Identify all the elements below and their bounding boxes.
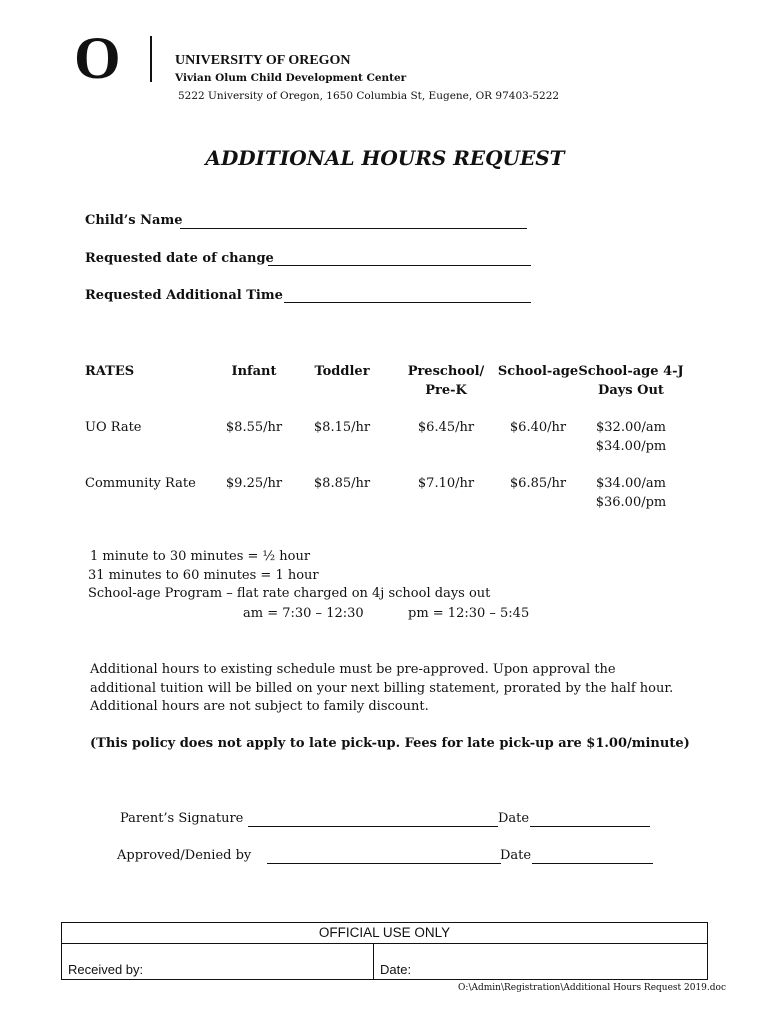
community-preschool-rate: $7.10/hr bbox=[417, 476, 475, 491]
requested-date-field[interactable] bbox=[268, 265, 531, 266]
infant-header: Infant bbox=[231, 364, 277, 379]
university-o-logo: O bbox=[74, 25, 120, 91]
university-name: UNIVERSITY OF OREGON bbox=[175, 53, 351, 68]
official-use-box bbox=[61, 922, 708, 980]
parent-date-field[interactable] bbox=[530, 826, 650, 827]
days-out-header: School-age 4-J Days Out bbox=[578, 364, 684, 398]
official-date-label: Date: bbox=[380, 962, 412, 977]
community-days-out-am-rate: $34.00/am bbox=[596, 476, 666, 491]
parent-signature-field[interactable] bbox=[248, 826, 498, 827]
uo-rate-label: UO Rate bbox=[85, 420, 142, 435]
rule-line-2: 31 minutes to 60 minutes = 1 hour bbox=[88, 568, 319, 583]
official-date-field[interactable] bbox=[380, 962, 411, 977]
rule-line-1: 1 minute to 30 minutes = ½ hour bbox=[90, 549, 311, 564]
approved-date-field[interactable] bbox=[532, 863, 653, 864]
official-use-title: OFFICIAL USE ONLY bbox=[62, 923, 707, 944]
received-by-label: Received by: bbox=[68, 962, 144, 977]
approved-by-label: Approved/Denied by bbox=[117, 848, 252, 863]
received-by-field[interactable] bbox=[68, 962, 143, 977]
uo-toddler-rate: $8.15/hr bbox=[313, 420, 371, 435]
document-path-footer: O:\Admin\Registration\Additional Hours Request 2019.doc bbox=[458, 983, 726, 993]
policy-line-2: additional tuition will be billed on your next billing statement, prorated by the half hour. bbox=[90, 681, 674, 696]
parent-date-label: Date bbox=[498, 811, 530, 826]
uo-days-out-am-rate: $32.00/am bbox=[596, 420, 666, 435]
approved-date-label: Date bbox=[500, 848, 532, 863]
community-toddler-rate: $8.85/hr bbox=[313, 476, 371, 491]
am-hours: am = 7:30 – 12:30 bbox=[243, 606, 364, 621]
official-use-divider bbox=[373, 943, 374, 980]
center-name: Vivian Olum Child Development Center bbox=[175, 72, 407, 84]
parent-signature-label: Parent’s Signature bbox=[120, 811, 244, 826]
late-pickup-note: (This policy does not apply to late pick-up. Fees for late pick-up are $1.00/minute) bbox=[90, 736, 690, 751]
pm-hours: pm = 12:30 – 5:45 bbox=[408, 606, 530, 621]
rates-header: RATES bbox=[85, 364, 135, 379]
uo-schoolage-rate: $6.40/hr bbox=[509, 420, 567, 435]
rule-line-3: School-age Program – flat rate charged on 4j school days out bbox=[88, 586, 491, 601]
community-rate-label: Community Rate bbox=[85, 476, 196, 491]
uo-days-out-pm-rate: $34.00/pm bbox=[595, 439, 667, 454]
schoolage-header: School-age bbox=[497, 364, 579, 379]
child-name-field[interactable] bbox=[180, 228, 527, 229]
toddler-header: Toddler bbox=[314, 364, 370, 379]
policy-line-1: Additional hours to existing schedule must be pre-approved. Upon approval the bbox=[90, 662, 616, 677]
center-address: 5222 University of Oregon, 1650 Columbia St, Eugene, OR 97403-5222 bbox=[178, 90, 560, 102]
child-name-label: Child’s Name bbox=[85, 213, 183, 228]
community-schoolage-rate: $6.85/hr bbox=[509, 476, 567, 491]
logo-divider bbox=[150, 36, 152, 82]
requested-date-label: Requested date of change bbox=[85, 251, 274, 266]
community-infant-rate: $9.25/hr bbox=[225, 476, 283, 491]
preschool-header: Preschool/ Pre-K bbox=[407, 364, 485, 398]
approved-by-field[interactable] bbox=[267, 863, 501, 864]
uo-infant-rate: $8.55/hr bbox=[225, 420, 283, 435]
requested-time-field[interactable] bbox=[284, 302, 531, 303]
page-title: ADDITIONAL HOURS REQUEST bbox=[205, 146, 565, 170]
uo-preschool-rate: $6.45/hr bbox=[417, 420, 475, 435]
community-days-out-pm-rate: $36.00/pm bbox=[595, 495, 667, 510]
requested-time-label: Requested Additional Time bbox=[85, 288, 283, 303]
policy-line-3: Additional hours are not subject to family discount. bbox=[90, 699, 429, 714]
